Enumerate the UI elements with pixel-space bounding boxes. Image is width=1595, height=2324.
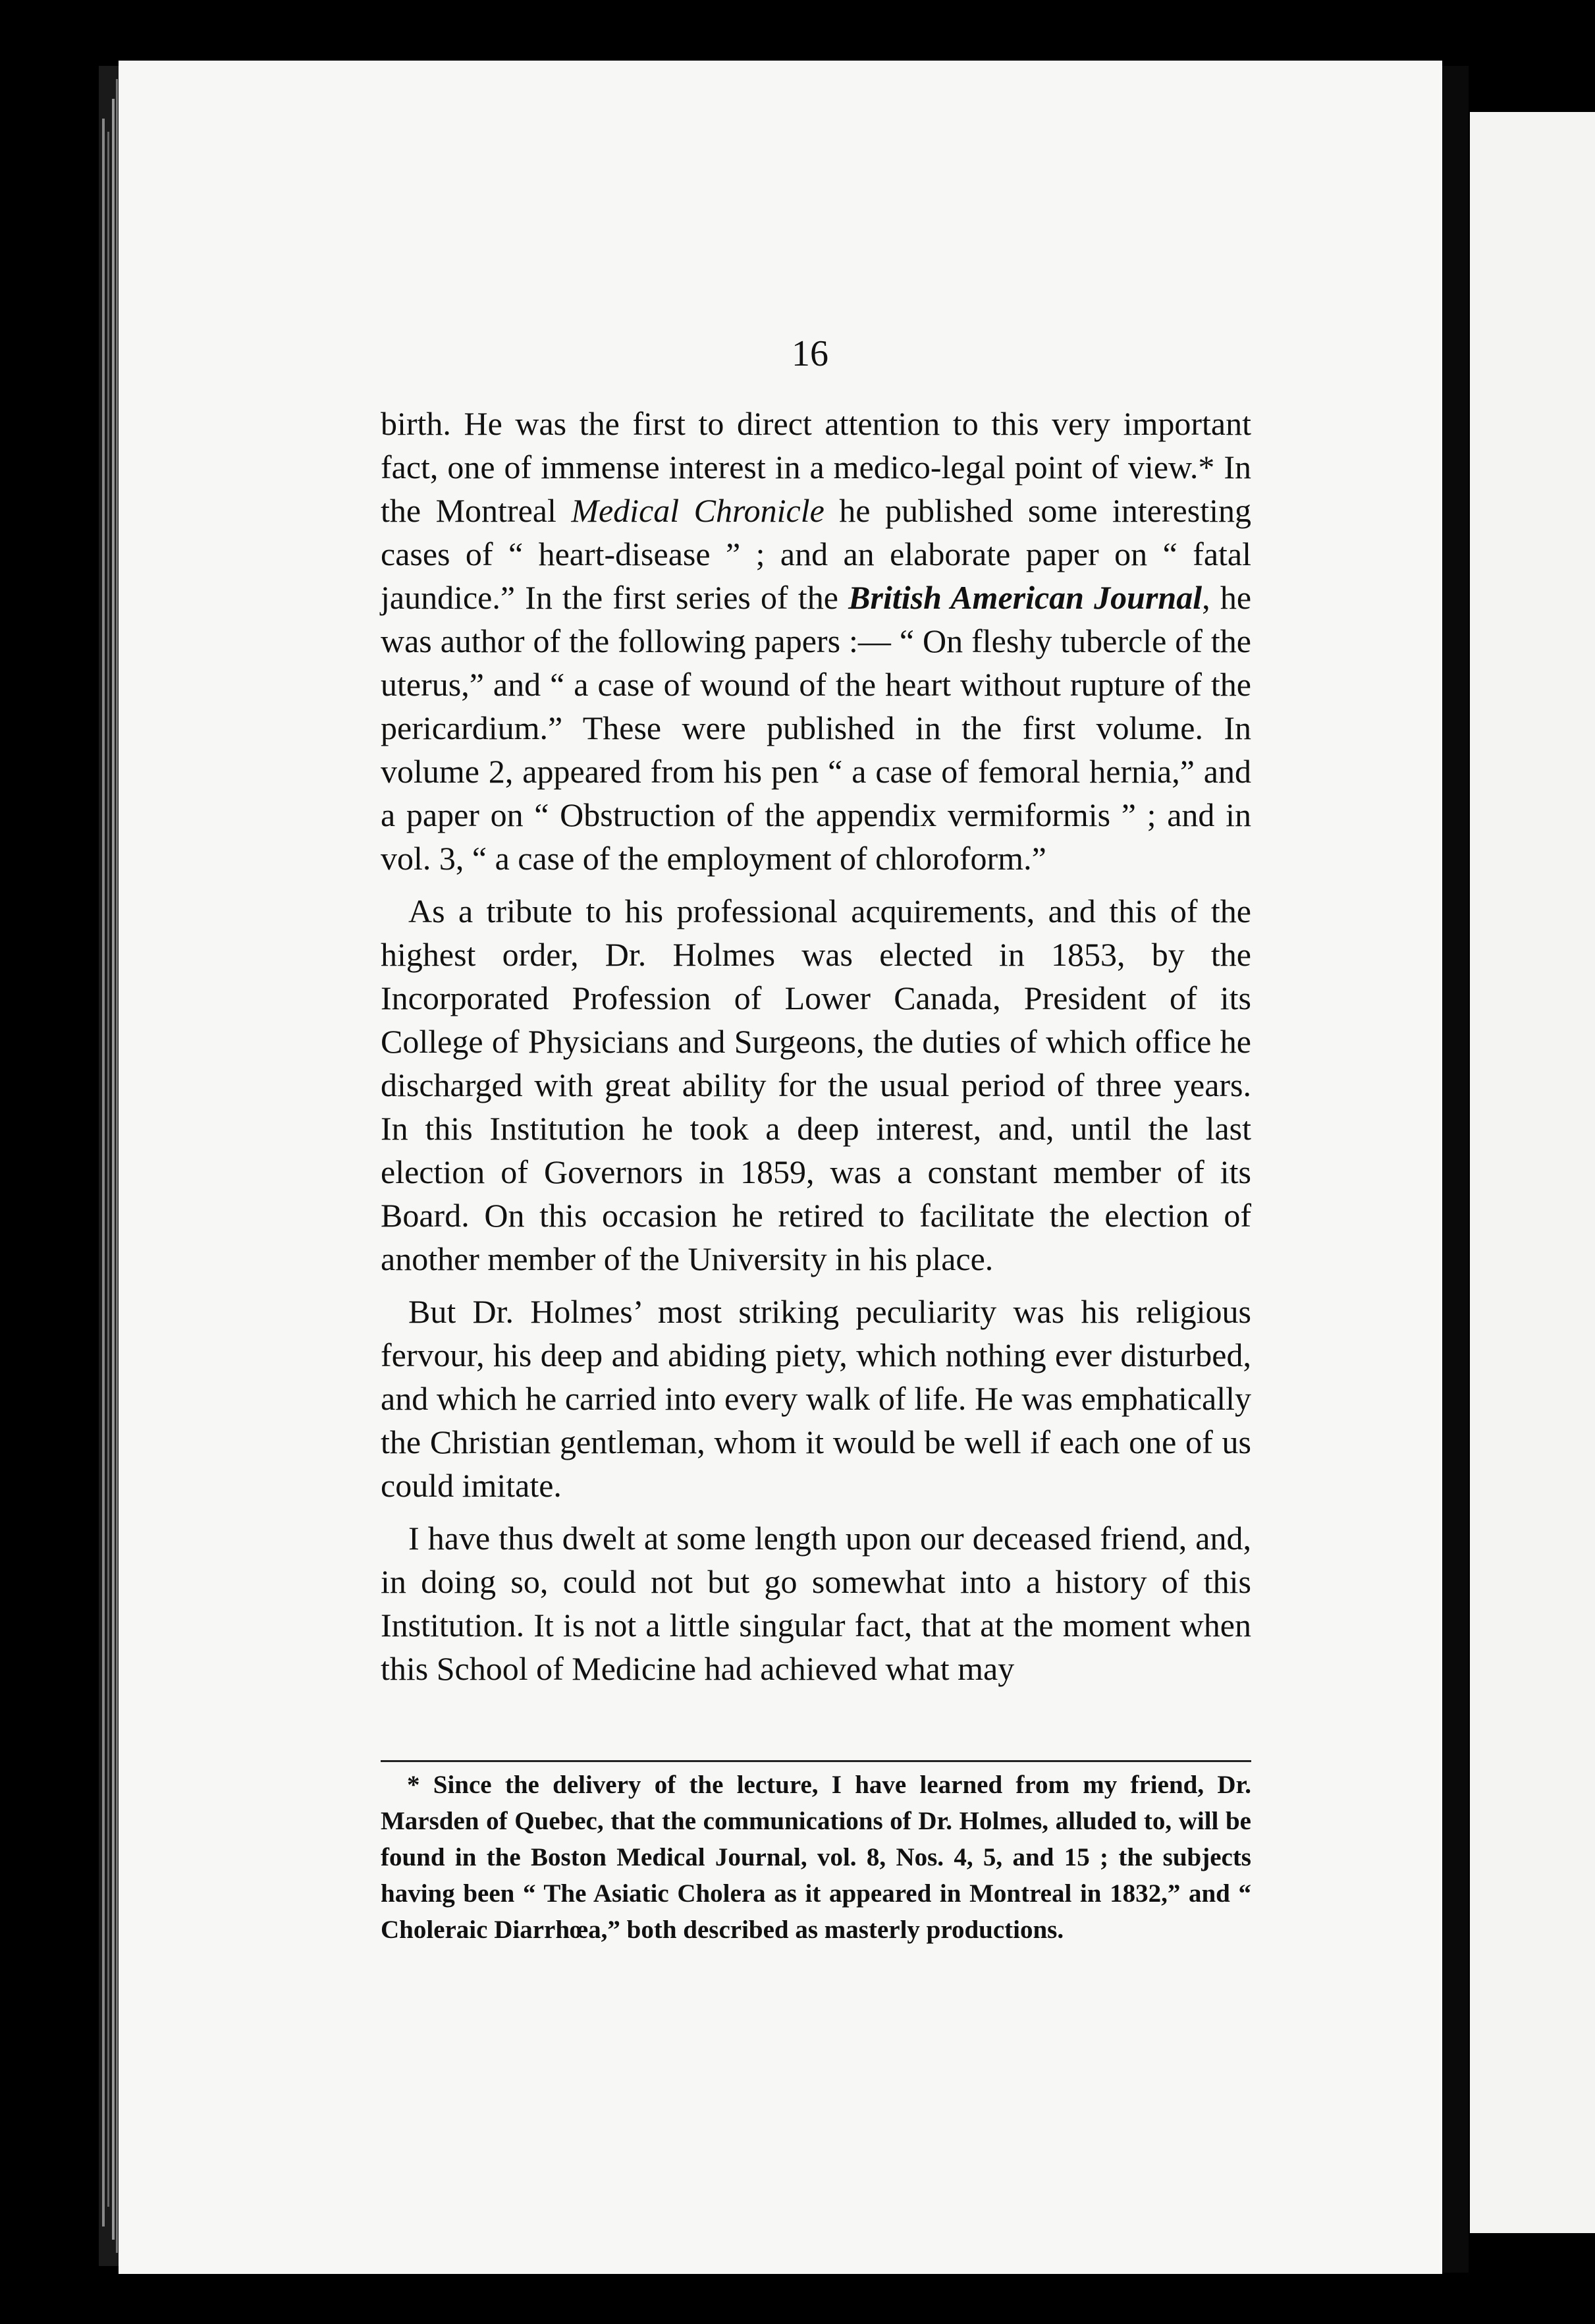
- footnote-rule: [381, 1760, 1251, 1762]
- paragraph: [381, 889, 1251, 1281]
- paragraph: [381, 1290, 1251, 1507]
- right-page-edge: [1442, 66, 1595, 2273]
- paragraph: [381, 1516, 1251, 1690]
- text-run: , he was author of the following papers :— “ On fleshy tubercle of the uterus,” and “ a case of wound of the heart without rupture of the pericardium.” These were published in the first volume. In volume 2, appeared from his pen “ a case of femoral hernia,” and a paper on “ Obstruction of the appendix vermiformis ” ; and in vol. 3, “ a case of the employment of chloroform.”: [381, 579, 1252, 877]
- footnote-text: * Since the delivery of the lecture, I have learned from my friend, Dr. Marsden of Quebec, that the communications of Dr. Holmes, alluded to, will be found in the Boston Medical Journal, vol. 8, Nos. 4, 5, and 15 ; the subjects having been “ The Asiatic Cholera as it appeared in Montreal in 1832,” and “ Choleraic Diarrhœa,” both described as masterly productions.: [381, 1771, 1251, 1944]
- emphasis-text: Medical Chronicle: [571, 492, 825, 529]
- text-run: he published some interesting cases of “ heart-disease ” ; and an elaborate paper on “ fatal jaundice.” In the first series of the: [381, 492, 1251, 616]
- paragraph: [381, 402, 1251, 880]
- body-text: [381, 402, 1251, 1690]
- page-number: 16: [792, 333, 828, 374]
- binding-edge: [99, 66, 119, 2266]
- emphasis-text: British American Journal: [848, 579, 1203, 616]
- footnote: [381, 1767, 1251, 1948]
- text-run: birth. He was the first to direct attention to this very important fact, one of immense interest in a medico-legal point of view.* In the Montreal: [381, 405, 1251, 529]
- text-run: As a tribute to his professional acquirements, and this of the highest order, Dr. Holmes was elected in 1853, by the Incorporated Profession of Lower Canada, President of its College of Physicians and Surgeons, the duties of which office he discharged with great ability for the usual period of three years. In this Institution he took a deep interest, and, until the last election of Governors in 1859, was a constant member of its Board. On this occasion he retired to facilitate the election of another member of the University in his place.: [381, 893, 1251, 1277]
- text-run: But Dr. Holmes’ most striking peculiarity was his religious fervour, his deep and abiding piety, which nothing ever disturbed, and which he carried into every walk of life. He was emphatically the Christian gentleman, whom it would be well if each one of us could imitate.: [381, 1293, 1251, 1504]
- text-run: I have thus dwelt at some length upon our deceased friend, and, in doing so, could not but go somewhat into a history of this Institution. It is not a little singular fact, that at the moment when this School of Medicine had achieved what may: [381, 1520, 1251, 1687]
